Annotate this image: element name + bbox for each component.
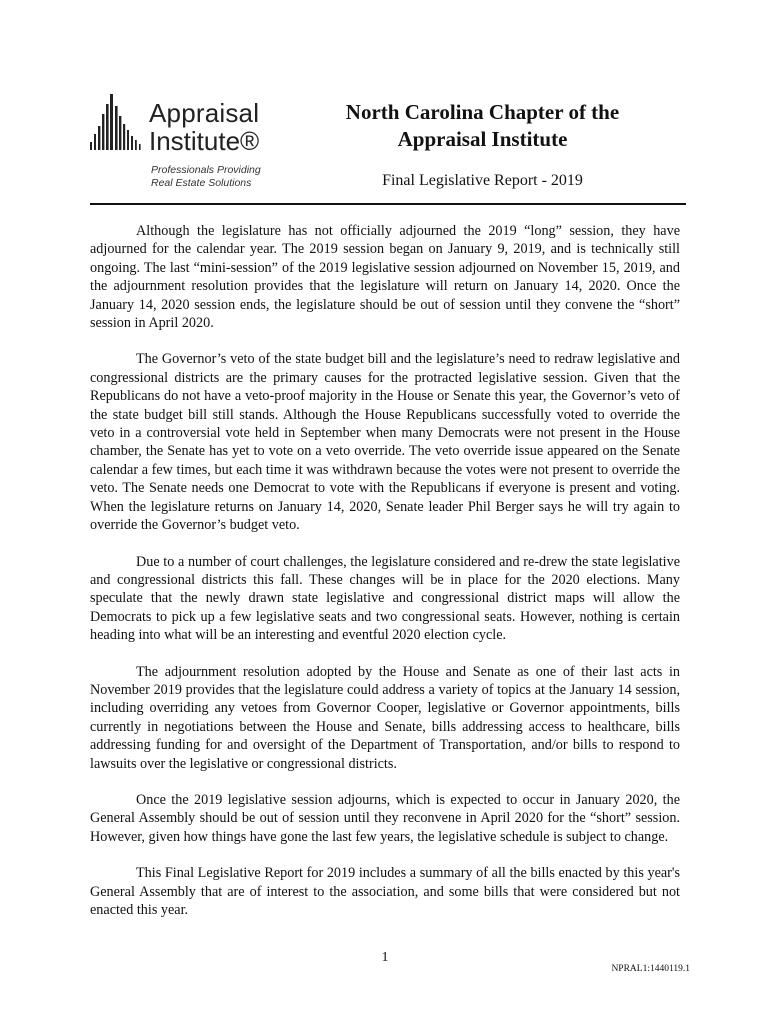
title-line1: North Carolina Chapter of the [345, 100, 620, 124]
paragraph-5: Once the 2019 legislative session adjourns, which is expected to occur in January 2020, the General Assembly should be out of session until they reconvene in April 2020 for the “short” session. However, given how things have gone the last few years, the legislative schedule is subject to change. [90, 791, 680, 845]
logo-tagline-line1: Professionals Providing [151, 164, 261, 176]
paragraph-2: The Governor’s veto of the state budget bill and the legislature’s need to redraw legislative and congressional districts are the primary causes for the protracted legislative session. Given that the Republicans do not have a veto-proof majority in the House or Senate this year, the Governor’s veto of the state budget bill still stands. Although the House Republicans successfully voted to override the veto in a controversial vote held in September when many Democrats were not present in the House chamber, the Senate has yet to vote on a veto override. The veto override issue appeared on the Senate calendar a few times, but each time it was withdrawn because the votes were not present to override the veto. The Senate needs one Democrat to vote with the Republicans if everyone is present and voting. When the legislature returns on January 14, 2020, Senate leader Phil Berger says he will try again to override the Governor’s budget veto. [90, 351, 680, 534]
header-divider [90, 203, 686, 205]
bars-logo-icon [90, 92, 148, 154]
logo-name-line1: Appraisal [149, 98, 260, 128]
document-title [320, 99, 645, 153]
paragraph-4: The adjournment resolution adopted by the House and Senate as one of their last acts in November 2019 provides that the legislature could address a variety of topics at the January 14 session, including overriding any vetoes from Governor Cooper, legislative or Governor appointments, bills currently in negotiations between the House and Senate, bills addressing access to healthcare, bills addressing funding for and oversight of the Department of Transportation, and/or bills to respond to lawsuits over the legislative or congressional districts. [90, 663, 680, 772]
paragraph-1: Although the legislature has not officially adjourned the 2019 “long” session, they have adjourned for the calendar year. The 2019 session began on January 9, 2019, and is technically still ongoing. The last “mini-session” of the 2019 legislative session adjourned on November 15, 2019, and the adjournment resolution provides that the legislature will return on January 14, 2020. Once the January 14, 2020 session ends, the legislature should be out of session until they convene the “short” session in April 2020. [90, 223, 680, 332]
report-body [90, 222, 680, 937]
document-header [0, 0, 770, 206]
page-number: 1 [381, 950, 389, 965]
appraisal-institute-logo [90, 92, 290, 192]
document-subtitle: Final Legislative Report - 2019 [382, 172, 583, 189]
logo-tagline [151, 164, 301, 190]
logo-name-line2: Institute® [149, 126, 260, 156]
paragraph-6: This Final Legislative Report for 2019 includes a summary of all the bills enacted by this year's General Assembly that are of interest to the association, and some bills that were considered but not enacted this year. [90, 865, 680, 918]
document-code: NPRAL1:1440119.1 [611, 964, 690, 974]
paragraph-3: Due to a number of court challenges, the legislature considered and re-drew the state legislative and congressional districts this fall. These changes will be in place for the 2020 elections. Many speculate that the newly drawn state legislative and congressional district maps will allow the Democrats to pick up a few legislative seats and two congressional seats. However, nothing is certain heading into what will be an interesting and eventful 2020 election cycle. [90, 553, 680, 644]
logo-tagline-line2: Real Estate Solutions [151, 177, 252, 189]
title-line2: Appraisal Institute [397, 127, 568, 151]
